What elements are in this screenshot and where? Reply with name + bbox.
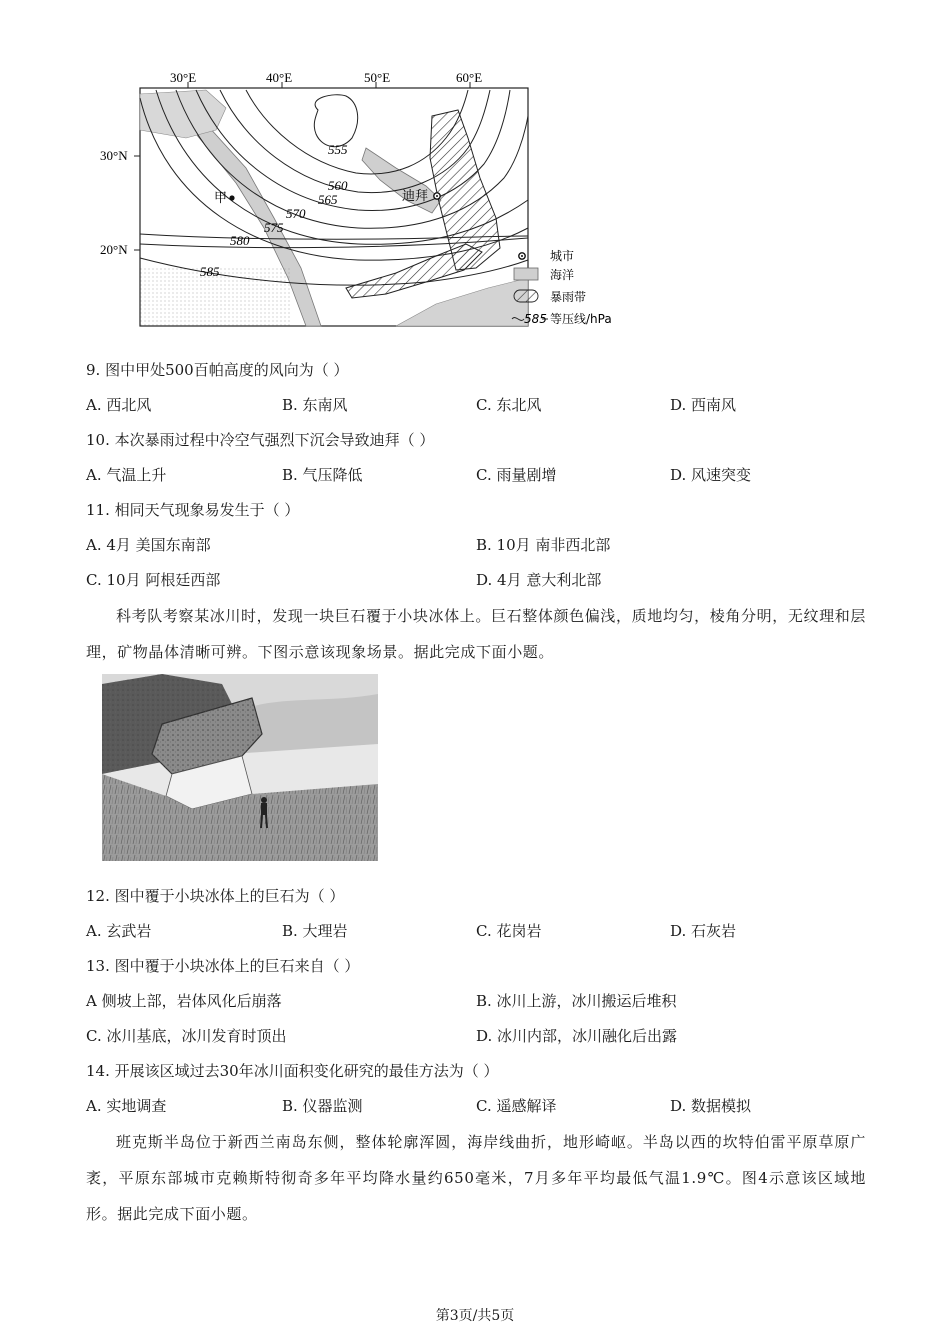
dubai-label: 迪拜: [402, 189, 429, 204]
question-10-option-c[interactable]: C. 雨量剧增: [476, 466, 557, 484]
question-13-option-c[interactable]: C. 冰川基底，冰川发育时顶出: [86, 1027, 287, 1045]
banks-peninsula-passage: 班克斯半岛位于新西兰南岛东侧，整体轮廓浑圆，海岸线曲折，地形崎岖。半岛以西的坎特伯雷平原草原广袤，平原东部城市克赖斯特彻奇多年平均降水量约650毫米，7月多年平均最低气温1.9℃。图4示意该区域地形。据此完成下面小题。: [86, 1133, 866, 1223]
question-9-option-c[interactable]: C. 东北风: [476, 396, 542, 414]
isobar-label-570: 570: [286, 206, 306, 221]
question-10-option-d[interactable]: D. 风速突变: [670, 466, 752, 484]
legend-city-label: 城市: [550, 249, 575, 263]
lon-label-60e: 60°E: [456, 70, 483, 85]
question-14-option-c[interactable]: C. 遥感解译: [476, 1097, 557, 1115]
question-11-stem: 11. 相同天气现象易发生于（ ）: [86, 501, 300, 519]
question-13-option-a[interactable]: A 侧坡上部，岩体风化后崩落: [86, 992, 282, 1010]
question-9-option-a[interactable]: A. 西北风: [86, 396, 152, 414]
legend-ocean-label: 海洋: [550, 268, 575, 282]
question-11-option-d[interactable]: D. 4月 意大利北部: [476, 571, 602, 589]
glacier-boulder-image: [102, 674, 378, 861]
isobar-label-555: 555: [328, 142, 348, 157]
mediterranean-ocean: [140, 90, 226, 138]
question-10-stem: 10. 本次暴雨过程中冷空气强烈下沉会导致迪拜（ ）: [86, 431, 435, 449]
question-14-option-d[interactable]: D. 数据模拟: [670, 1097, 752, 1115]
question-13-option-d[interactable]: D. 冰川内部，冰川融化后出露: [476, 1027, 678, 1045]
lon-label-40e: 40°E: [266, 70, 293, 85]
pressure-map: [96, 68, 636, 330]
question-10-option-a[interactable]: A. 气温上升: [86, 466, 167, 484]
isobar-label-580: 580: [230, 233, 250, 248]
jia-point-marker: [229, 195, 234, 200]
question-14-option-a[interactable]: A. 实地调查: [86, 1097, 167, 1115]
lat-label-30n: 30°N: [100, 148, 128, 163]
question-12-option-b[interactable]: B. 大理岩: [282, 922, 348, 940]
lon-label-50e: 50°E: [364, 70, 391, 85]
question-12-option-d[interactable]: D. 石灰岩: [670, 922, 737, 940]
jia-label: 甲: [214, 191, 228, 206]
question-12-stem: 12. 图中覆于小块冰体上的巨石为（ ）: [86, 887, 345, 905]
question-11-option-b[interactable]: B. 10月 南非西北部: [476, 536, 611, 554]
legend-isobar-label: 等压线/hPa: [550, 312, 612, 326]
question-9-option-d[interactable]: D. 西南风: [670, 396, 737, 414]
question-11-option-a[interactable]: A. 4月 美国东南部: [86, 536, 211, 554]
lat-label-20n: 20°N: [100, 242, 128, 257]
question-13-stem: 13. 图中覆于小块冰体上的巨石来自（ ）: [86, 957, 360, 975]
question-13-option-b[interactable]: B. 冰川上游，冰川搬运后堆积: [476, 992, 677, 1010]
isobar-label-560: 560: [328, 178, 348, 193]
question-14-stem: 14. 开展该区域过去30年冰川面积变化研究的最佳方法为（ ）: [86, 1062, 499, 1080]
page-footer: 第3页/共5页: [435, 1308, 515, 1324]
lon-label-30e: 30°E: [170, 70, 197, 85]
question-9-stem: 9. 图中甲处500百帕高度的风向为（ ）: [86, 361, 349, 379]
legend-ocean-symbol: [514, 268, 538, 280]
question-11-option-c[interactable]: C. 10月 阿根廷西部: [86, 571, 221, 589]
isobar-label-575: 575: [264, 220, 284, 235]
question-12-option-c[interactable]: C. 花岗岩: [476, 922, 542, 940]
question-12-option-a[interactable]: A. 玄武岩: [86, 922, 152, 940]
question-9-option-b[interactable]: B. 东南风: [282, 396, 348, 414]
question-10-option-b[interactable]: B. 气压降低: [282, 466, 363, 484]
pressure-map-figure: [96, 68, 636, 330]
legend-isobar-sample: 585: [524, 312, 547, 326]
glacier-boulder-photo: [102, 674, 378, 861]
question-14-option-b[interactable]: B. 仪器监测: [282, 1097, 363, 1115]
legend-rainstorm-label: 暴雨带: [550, 290, 587, 304]
glacier-passage: 科考队考察某冰川时，发现一块巨石覆于小块冰体上。巨石整体颜色偏浅，质地均匀，棱角分明，无纹理和层理，矿物晶体清晰可辨。下图示意该现象场景。据此完成下面小题。: [86, 607, 866, 661]
isobar-label-585: 585: [200, 264, 220, 279]
isobar-label-565: 565: [318, 192, 338, 207]
legend-rainstorm-symbol: [514, 290, 538, 302]
